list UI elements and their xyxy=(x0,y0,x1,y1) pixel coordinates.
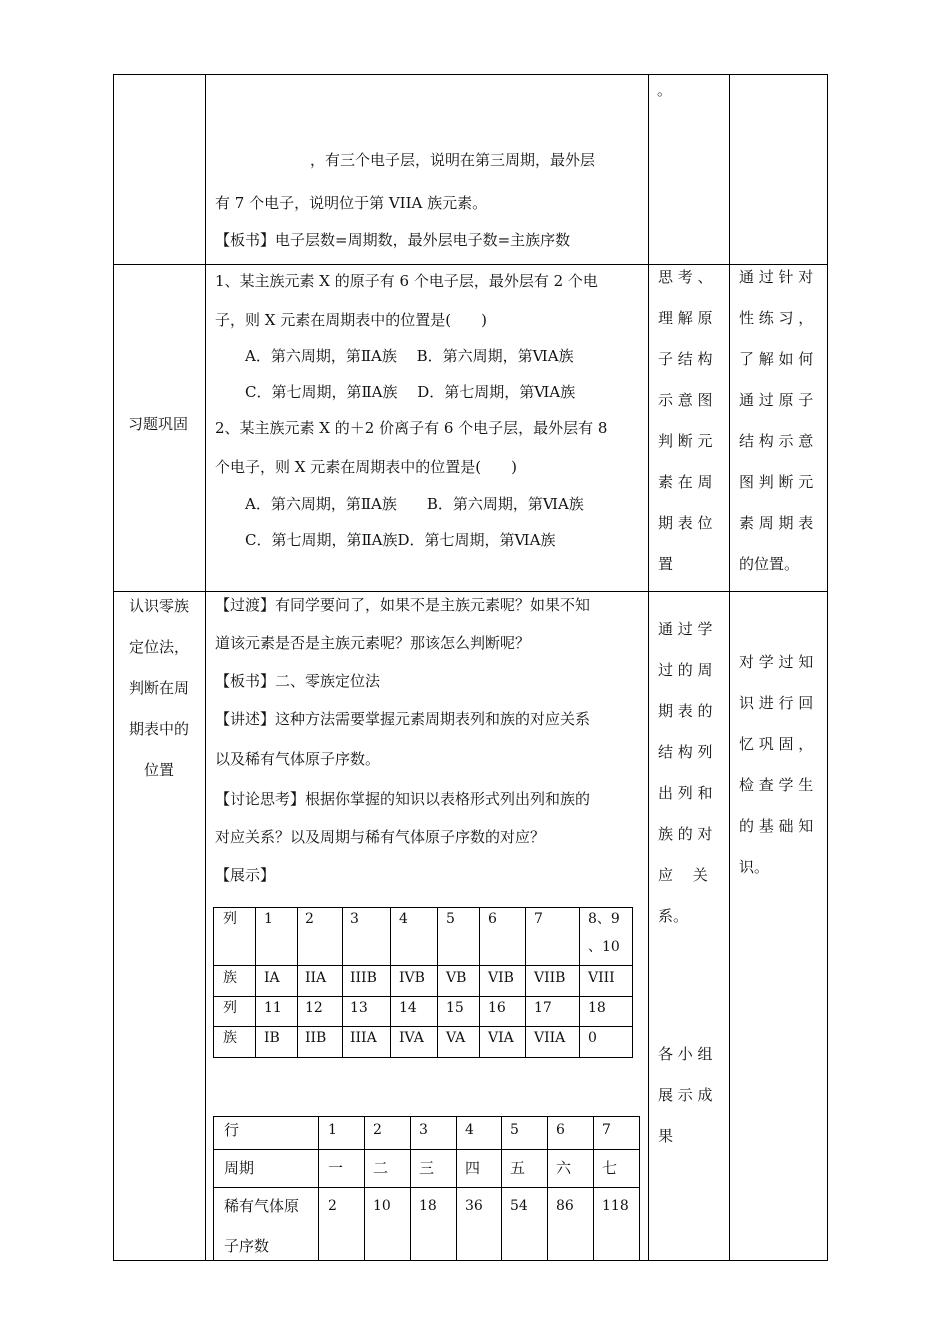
intent-line: 忆 巩 固 ， xyxy=(739,735,814,753)
student-line: 理 解 原 xyxy=(658,309,713,327)
table-cell: 六 xyxy=(556,1159,572,1177)
t1-line xyxy=(479,907,480,1058)
table-cell: VIII xyxy=(588,970,615,986)
table-cell: 8、9 xyxy=(588,911,620,927)
content-line: 以及稀有气体原子序数。 xyxy=(215,750,381,768)
table-cell: 七 xyxy=(602,1159,618,1177)
table-cell: 1 xyxy=(264,911,273,927)
student-line: 通 过 学 xyxy=(658,620,713,638)
t2-line xyxy=(547,1116,548,1261)
table-cell: VIB xyxy=(488,970,514,986)
table-cell: IIIA xyxy=(350,1030,377,1046)
table-cell: IVA xyxy=(399,1030,424,1046)
table-cell: 16 xyxy=(488,1000,506,1016)
row1-top-mark: 。 xyxy=(657,81,673,99)
table-cell: 族 xyxy=(223,1030,237,1046)
q1-line2: 子，则 X 元素在周期表中的位置是( ) xyxy=(215,311,487,329)
label-line: 期表中的 xyxy=(128,720,189,738)
t1-line xyxy=(213,1057,632,1058)
student-line: 素 在 周 xyxy=(658,473,713,491)
table-cell: 7 xyxy=(534,911,543,927)
intent-line: 的位置。 xyxy=(739,555,800,573)
row3-label xyxy=(119,586,199,791)
table-cell: 列 xyxy=(223,911,237,927)
student-line: 过 的 周 xyxy=(658,661,713,679)
table-cell: IA xyxy=(264,970,280,986)
intent-line: 检 查 学 生 xyxy=(739,776,814,794)
col-divider-3 xyxy=(729,74,730,1261)
table-right-border xyxy=(827,74,828,1261)
student-line: 期 表 的 xyxy=(658,702,713,720)
table-cell: VIIB xyxy=(534,970,566,986)
board-tag: 【板书】 xyxy=(215,672,276,690)
student-line: 思 考 、 xyxy=(658,268,713,286)
table-cell: 稀有气体原 xyxy=(224,1197,300,1215)
q1-line1: 1、某主族元素 X 的原子有 6 个电子层，最外层有 2 个电 xyxy=(215,272,598,290)
student-line: 示 意 图 xyxy=(658,391,713,409)
t2-line xyxy=(593,1116,594,1261)
label-line: 认识零族 xyxy=(128,597,189,615)
table-cell: 、10 xyxy=(588,939,620,955)
table-cell: 11 xyxy=(264,1000,282,1016)
row1-line3 xyxy=(215,230,570,250)
intent-line: 对 学 过 知 xyxy=(739,653,814,671)
intent-line: 通 过 原 子 xyxy=(739,391,814,409)
row3-student-activity xyxy=(658,609,713,937)
student-line: 应 关 xyxy=(658,866,708,884)
t2-line xyxy=(318,1116,319,1261)
table-cell: 族 xyxy=(223,970,237,986)
board-tag: 【板书】 xyxy=(215,231,276,249)
table-cell: 6 xyxy=(556,1122,565,1138)
table-cell: 18 xyxy=(419,1198,437,1214)
table-cell: 7 xyxy=(602,1122,611,1138)
t1-line xyxy=(297,907,298,1058)
table-cell: 2 xyxy=(373,1122,382,1138)
intent-line: 通 过 针 对 xyxy=(739,268,814,286)
table-cell: 13 xyxy=(350,1000,368,1016)
t2-line xyxy=(501,1116,502,1261)
table-cell: 五 xyxy=(510,1159,526,1177)
table-left-border xyxy=(113,74,114,1261)
row2-label: 习题巩固 xyxy=(128,415,189,433)
table-cell: 10 xyxy=(373,1198,391,1214)
t1-line xyxy=(437,907,438,1058)
table-cell: IB xyxy=(264,1030,280,1046)
q2-options-cd: C．第七周期，第ⅡA族D．第七周期，第ⅥA族 xyxy=(245,531,556,549)
row3-design-intent xyxy=(739,642,813,888)
table-cell: 行 xyxy=(224,1121,240,1139)
row1-line1: ，有三个电子层，说明在第三周期，最外层 xyxy=(310,151,596,169)
row2-design-intent xyxy=(739,257,813,585)
q2-line1: 2、某主族元素 X 的＋2 价离子有 6 个电子层，最外层有 8 xyxy=(215,419,608,437)
table-cell: IIA xyxy=(305,970,327,986)
intent-line: 素 周 期 表 xyxy=(739,514,814,532)
content-line: 对应关系？以及周期与稀有气体原子序数的对应？ xyxy=(215,828,546,846)
t1-line xyxy=(525,907,526,1058)
col-divider-2 xyxy=(648,74,649,1261)
board-text: 电子层数=周期数，最外层电子数=主族序数 xyxy=(275,231,571,249)
label-line: 判断在周 xyxy=(128,679,189,697)
student-line: 展 示 成 xyxy=(658,1086,713,1104)
table-cell: 1 xyxy=(328,1122,337,1138)
q2-line2: 个电子，则 X 元素在周期表中的位置是( ) xyxy=(215,458,517,476)
t1-line xyxy=(632,907,633,1058)
t1-line xyxy=(579,907,580,1058)
table-cell: 2 xyxy=(328,1198,337,1214)
t1-line xyxy=(213,996,632,997)
student-line: 期 表 位 xyxy=(658,514,713,532)
table-cell: 二 xyxy=(373,1159,389,1177)
intent-line: 的 基 础 知 xyxy=(739,817,814,835)
student-line: 出 列 和 xyxy=(658,784,713,802)
transition-tag: 【过渡】 xyxy=(215,596,276,614)
t2-line xyxy=(639,1116,640,1261)
row2-student-activity xyxy=(658,257,713,585)
row-divider-1 xyxy=(113,264,828,265)
student-line: 子 结 构 xyxy=(658,350,713,368)
table-cell: 四 xyxy=(465,1159,481,1177)
table-cell: 2 xyxy=(305,911,314,927)
table-cell: IIIB xyxy=(350,970,377,986)
intent-line: 性 练 习 ， xyxy=(739,309,814,327)
table-cell: 5 xyxy=(446,911,455,927)
t1-line xyxy=(213,907,214,1058)
q2-options-ab: A．第六周期，第ⅡA族 B．第六周期，第ⅥA族 xyxy=(245,495,584,513)
table-cell: 6 xyxy=(488,911,497,927)
student-line: 族 的 对 xyxy=(658,825,713,843)
t1-line xyxy=(213,907,632,908)
t2-line xyxy=(456,1116,457,1261)
label-line: 位置 xyxy=(143,761,174,779)
content-line: 这种方法需要掌握元素周期表列和族的对应关系 xyxy=(275,710,591,728)
table-cell: 18 xyxy=(588,1000,606,1016)
t2-line xyxy=(213,1116,214,1261)
student-line: 系。 xyxy=(658,907,689,925)
row1-line2: 有 7 个电子，说明位于第 VIIA 族元素。 xyxy=(215,194,488,212)
intent-line: 图 判 断 元 xyxy=(739,473,814,491)
t2-line xyxy=(364,1116,365,1261)
table-cell: VB xyxy=(446,970,467,986)
table-cell: 54 xyxy=(510,1198,528,1214)
table-cell: 列 xyxy=(223,1000,237,1016)
discussion-tag: 【讨论思考】 xyxy=(215,790,306,808)
student-line: 结 构 列 xyxy=(658,743,713,761)
student-line: 各 小 组 xyxy=(658,1045,713,1063)
table-cell: VIA xyxy=(488,1030,514,1046)
table-cell: 周期 xyxy=(224,1159,255,1177)
t1-line xyxy=(213,965,632,966)
student-line: 果 xyxy=(658,1127,674,1145)
t1-line xyxy=(390,907,391,1058)
intent-line: 识 进 行 回 xyxy=(739,694,814,712)
table-cell: 15 xyxy=(446,1000,464,1016)
t2-line xyxy=(213,1149,639,1150)
row3-content xyxy=(215,586,590,894)
t1-line xyxy=(255,907,256,1058)
table-cell: VA xyxy=(446,1030,466,1046)
content-line: 二、零族定位法 xyxy=(275,672,381,690)
content-line: 道该元素是否是主族元素呢？那该怎么判断呢？ xyxy=(215,634,531,652)
table-cell: 4 xyxy=(399,911,408,927)
table-cell: 0 xyxy=(588,1030,597,1046)
table-cell: 4 xyxy=(465,1122,474,1138)
t2-line xyxy=(213,1116,639,1117)
table-cell: 3 xyxy=(350,911,359,927)
content-line: 有同学要问了，如果不是主族元素呢？如果不知 xyxy=(275,596,591,614)
t2-line xyxy=(213,1187,639,1188)
t1-line xyxy=(342,907,343,1058)
table-cell: VIIA xyxy=(534,1030,566,1046)
table-cell: IVB xyxy=(399,970,425,986)
t1-line xyxy=(213,1026,632,1027)
intent-line: 结 构 示 意 xyxy=(739,432,814,450)
table-cell: 118 xyxy=(602,1198,629,1214)
table-cell: 17 xyxy=(534,1000,552,1016)
table-cell: 5 xyxy=(510,1122,519,1138)
table-cell: 三 xyxy=(419,1159,435,1177)
intent-line: 了 解 如 何 xyxy=(739,350,814,368)
table-top-border xyxy=(113,74,828,75)
table-bottom-border xyxy=(113,1260,828,1261)
row3-student-activity-2 xyxy=(658,1034,713,1157)
t2-line xyxy=(410,1116,411,1261)
table-cell: 36 xyxy=(465,1198,483,1214)
table-cell: 86 xyxy=(556,1198,574,1214)
student-line: 置 xyxy=(658,555,674,573)
student-line: 判 断 元 xyxy=(658,432,713,450)
show-tag: 【展示】 xyxy=(215,866,276,884)
q1-options-cd: C．第七周期，第ⅡA族 D．第七周期，第ⅥA族 xyxy=(245,383,576,401)
intent-line: 识。 xyxy=(739,858,770,876)
content-line: 根据你掌握的知识以表格形式列出列和族的 xyxy=(305,790,591,808)
table-cell: 14 xyxy=(399,1000,417,1016)
q1-options-ab: A．第六周期，第ⅡA族 B．第六周期，第ⅥA族 xyxy=(245,347,574,365)
table-cell: 一 xyxy=(328,1159,344,1177)
table-cell: IIB xyxy=(305,1030,327,1046)
table-cell: 3 xyxy=(419,1122,428,1138)
label-line: 定位法， xyxy=(128,638,189,656)
lecture-tag: 【讲述】 xyxy=(215,710,276,728)
table-cell: 12 xyxy=(305,1000,323,1016)
table-cell: 子序数 xyxy=(224,1237,270,1255)
col-divider-1 xyxy=(205,74,206,1261)
